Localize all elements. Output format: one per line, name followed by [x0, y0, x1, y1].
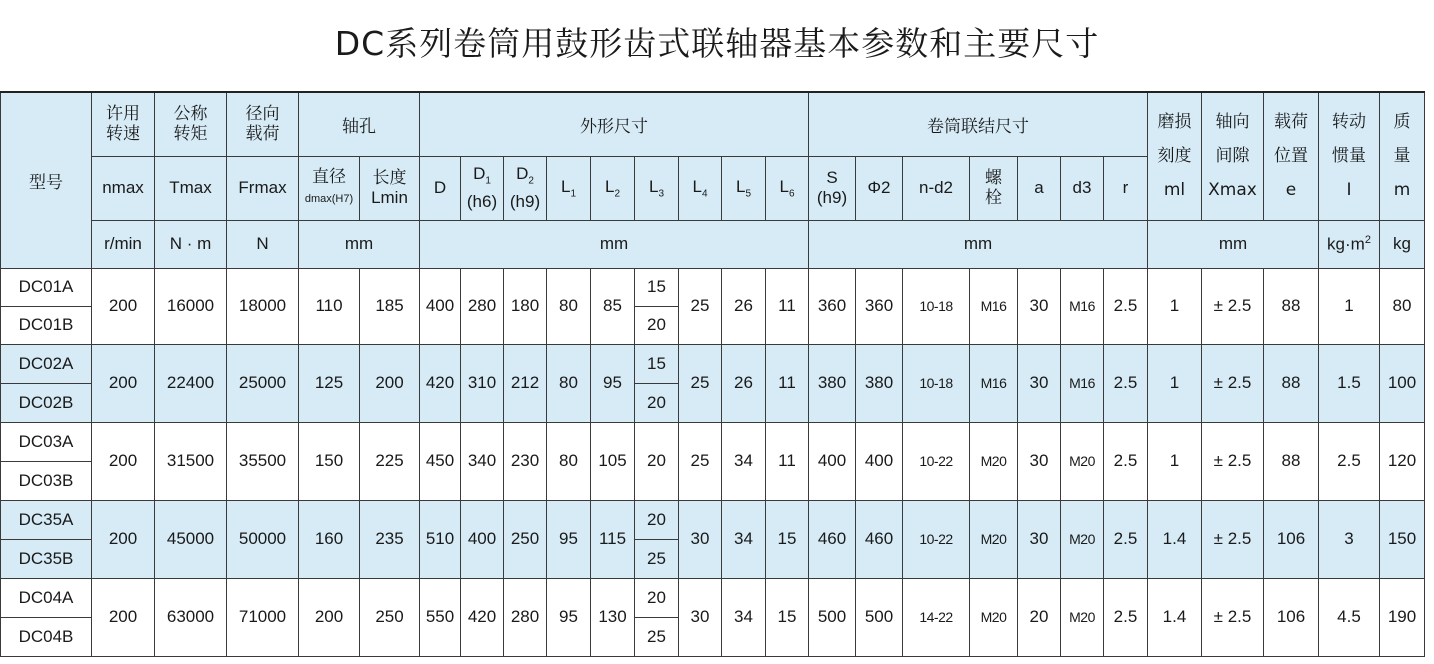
D2-cell: 180: [504, 268, 547, 344]
L4-cell: 25: [679, 268, 722, 344]
length-symbol: Lmin: [371, 188, 408, 207]
D-cell: 550: [420, 578, 461, 656]
L3-cell: 25: [635, 539, 679, 578]
length-cell: 250: [360, 578, 420, 656]
mass-label-1: 质: [1393, 112, 1411, 133]
load-pos-cell: 88: [1264, 422, 1319, 500]
L6-subscript: 6: [788, 188, 795, 200]
diameter-cell: 160: [299, 500, 360, 578]
wear-cell: 1: [1148, 344, 1202, 422]
L1-header: [547, 156, 591, 220]
D1-cell: 340: [461, 422, 504, 500]
L6-cell: 15: [766, 500, 809, 578]
L5-header: [722, 156, 766, 220]
nmax-header: nmax: [92, 156, 155, 220]
a-cell: 20: [1018, 578, 1061, 656]
nd2-cell: 10-18: [903, 268, 970, 344]
model-cell: DC01A: [1, 268, 92, 306]
model-cell: DC02A: [1, 344, 92, 383]
D2-cell: 212: [504, 344, 547, 422]
table-row: [1, 422, 1425, 461]
d3-cell: M20: [1061, 422, 1104, 500]
L5-cell: 34: [722, 578, 766, 656]
inertia-cell: 3: [1319, 500, 1380, 578]
S-symbol: S: [826, 168, 838, 187]
table-row: [1, 268, 1425, 306]
bolt-label-2: 栓: [985, 188, 1002, 208]
a-cell: 30: [1018, 500, 1061, 578]
wear-symbol: ml: [1163, 180, 1186, 201]
D-cell: 450: [420, 422, 461, 500]
frmax-cell: 50000: [227, 500, 299, 578]
unit-inertia: $kg\cdot m^2$: [1319, 220, 1380, 268]
length-cell: 235: [360, 500, 420, 578]
d3-cell: M16: [1061, 268, 1104, 344]
group-drum-header: 卷筒联结尺寸: [809, 92, 1148, 156]
L6-cell: 11: [766, 268, 809, 344]
L3-header: [635, 156, 679, 220]
D2-header: [504, 156, 547, 220]
length-header: [360, 156, 420, 220]
r-cell: 2.5: [1104, 578, 1148, 656]
D2-symbol: D: [516, 164, 529, 184]
D2-cell: 230: [504, 422, 547, 500]
phi2-header: Φ2: [856, 156, 903, 220]
nmax-cell: 200: [92, 578, 155, 656]
unit-wear-mm: mm: [1148, 220, 1319, 268]
tmax-cell: 22400: [155, 344, 227, 422]
col-radial-header: [227, 92, 299, 156]
L2-cell: 85: [591, 268, 635, 344]
inertia-cell: 2.5: [1319, 422, 1380, 500]
wear-cell: 1.4: [1148, 578, 1202, 656]
L4-cell: 25: [679, 422, 722, 500]
units-row: [1, 220, 1425, 268]
S-cell: 380: [809, 344, 856, 422]
page-title: DC系列卷筒用鼓形齿式联轴器基本参数和主要尺寸: [334, 24, 1100, 63]
unit-mass: kg: [1380, 220, 1425, 268]
D1-header: [461, 156, 504, 220]
nmax-cell: 200: [92, 500, 155, 578]
axial-label-1: 轴向: [1215, 112, 1250, 133]
bolt-cell: M20: [970, 578, 1018, 656]
unit-drum-mm: mm: [809, 220, 1148, 268]
nmax-cell: 200: [92, 344, 155, 422]
L3-cell: 25: [635, 617, 679, 656]
L6-cell: 11: [766, 422, 809, 500]
L3-cell: 15: [635, 268, 679, 306]
a-cell: 30: [1018, 344, 1061, 422]
table-row: [1, 344, 1425, 383]
D1-cell: 420: [461, 578, 504, 656]
L1-cell: 80: [547, 344, 591, 422]
L5-cell: 26: [722, 344, 766, 422]
L4-cell: 30: [679, 500, 722, 578]
bolt-cell: M16: [970, 268, 1018, 344]
parameter-table: [0, 91, 1425, 657]
diameter-header: [299, 156, 360, 220]
L6-cell: 15: [766, 578, 809, 656]
axial-cell: ± 2.5: [1202, 500, 1264, 578]
L5-cell: 34: [722, 422, 766, 500]
L6-header: [766, 156, 809, 220]
col-wear-header: [1148, 92, 1202, 220]
table-row: [1, 578, 1425, 617]
r-cell: 2.5: [1104, 422, 1148, 500]
L3-symbol: L: [648, 176, 659, 196]
wear-cell: 1.4: [1148, 500, 1202, 578]
tmax-cell: 45000: [155, 500, 227, 578]
speed-label-2: 转速: [106, 124, 140, 145]
nd2-header: n-d2: [903, 156, 970, 220]
col-inertia-header: [1319, 92, 1380, 220]
tmax-header: Tmax: [155, 156, 227, 220]
inertia-label-2: 惯量: [1332, 146, 1366, 167]
L5-symbol: L: [735, 176, 746, 196]
frmax-cell: 35500: [227, 422, 299, 500]
L1-cell: 80: [547, 268, 591, 344]
phi2-cell: 380: [856, 344, 903, 422]
inertia-cell: 1.5: [1319, 344, 1380, 422]
inertia-cell: 4.5: [1319, 578, 1380, 656]
L4-symbol: L: [692, 176, 702, 196]
diameter-tolerance: dmax(H7): [304, 193, 354, 205]
L1-subscript: 1: [570, 188, 577, 200]
L2-cell: 95: [591, 344, 635, 422]
L2-cell: 115: [591, 500, 635, 578]
col-torque-header: [155, 92, 227, 156]
model-cell: DC04A: [1, 578, 92, 617]
bolt-header: [970, 156, 1018, 220]
a-cell: 30: [1018, 422, 1061, 500]
wear-cell: 1: [1148, 422, 1202, 500]
S-header: [809, 156, 856, 220]
L4-header: [679, 156, 722, 220]
model-cell: DC03B: [1, 461, 92, 500]
D2-subscript: 2: [528, 175, 534, 187]
L2-cell: 105: [591, 422, 635, 500]
L2-header: [591, 156, 635, 220]
L3-cell: 20: [635, 422, 679, 500]
L1-cell: 80: [547, 422, 591, 500]
L3-cell: 15: [635, 344, 679, 383]
group-outline-header: 外形尺寸: [420, 92, 809, 156]
frmax-header: Frmax: [227, 156, 299, 220]
L2-symbol: L: [604, 176, 615, 196]
D2-cell: 280: [504, 578, 547, 656]
unit-speed: r/min: [92, 220, 155, 268]
nd2-cell: 10-22: [903, 422, 970, 500]
axial-label-2: 间隙: [1215, 146, 1250, 167]
L1-cell: 95: [547, 500, 591, 578]
wear-label-1: 磨损: [1157, 112, 1192, 133]
model-cell: DC35B: [1, 539, 92, 578]
mass-cell: 150: [1380, 500, 1425, 578]
L4-cell: 30: [679, 578, 722, 656]
L3-cell: 20: [635, 578, 679, 617]
length-cell: 225: [360, 422, 420, 500]
tmax-cell: 63000: [155, 578, 227, 656]
torque-label-1: 公称: [173, 104, 208, 125]
wear-cell: 1: [1148, 268, 1202, 344]
L5-subscript: 5: [745, 188, 752, 200]
nd2-cell: 10-18: [903, 344, 970, 422]
col-axial-header: [1202, 92, 1264, 220]
L2-cell: 130: [591, 578, 635, 656]
frmax-cell: 25000: [227, 344, 299, 422]
tmax-cell: 31500: [155, 422, 227, 500]
D-cell: 400: [420, 268, 461, 344]
d3-header: d3: [1061, 156, 1104, 220]
L3-cell: 20: [635, 500, 679, 539]
load-label-2: 位置: [1274, 146, 1308, 167]
model-cell: DC04B: [1, 617, 92, 656]
axial-cell: ± 2.5: [1202, 578, 1264, 656]
torque-label-2: 转矩: [173, 124, 208, 145]
L4-subscript: 4: [701, 188, 708, 200]
diameter-label: 直径: [312, 167, 346, 187]
D1-cell: 280: [461, 268, 504, 344]
D-cell: 420: [420, 344, 461, 422]
L2-subscript: 2: [614, 188, 621, 200]
S-cell: 500: [809, 578, 856, 656]
L5-cell: 34: [722, 500, 766, 578]
mass-label-2: 量: [1393, 146, 1411, 167]
axial-symbol: Xmax: [1208, 180, 1257, 201]
load-pos-cell: 88: [1264, 268, 1319, 344]
bolt-cell: M20: [970, 422, 1018, 500]
diameter-cell: 110: [299, 268, 360, 344]
L1-symbol: L: [560, 176, 571, 196]
D2-tolerance: (h9): [509, 191, 541, 211]
model-cell: DC03A: [1, 422, 92, 461]
bolt-label-1: 螺: [985, 168, 1002, 188]
bolt-cell: M16: [970, 344, 1018, 422]
L6-symbol: L: [779, 176, 789, 196]
D1-cell: 400: [461, 500, 504, 578]
D1-subscript: 1: [485, 175, 491, 187]
radial-label-2: 载荷: [245, 124, 280, 145]
mass-cell: 80: [1380, 268, 1425, 344]
model-cell: DC02B: [1, 383, 92, 422]
bolt-cell: M20: [970, 500, 1018, 578]
phi2-cell: 500: [856, 578, 903, 656]
axial-cell: ± 2.5: [1202, 268, 1264, 344]
S-cell: 400: [809, 422, 856, 500]
a-header: a: [1018, 156, 1061, 220]
col-model-header: 型号: [1, 92, 92, 268]
unit-load: N: [227, 220, 299, 268]
diameter-cell: 150: [299, 422, 360, 500]
col-mass-header: [1380, 92, 1425, 220]
r-header: r: [1104, 156, 1148, 220]
col-load-pos-header: [1264, 92, 1319, 220]
D1-tolerance: (h6): [466, 191, 498, 211]
inertia-symbol: I: [1346, 180, 1352, 201]
load-symbol: e: [1285, 180, 1297, 201]
diameter-cell: 125: [299, 344, 360, 422]
nd2-cell: 10-22: [903, 500, 970, 578]
r-cell: 2.5: [1104, 268, 1148, 344]
group-shaft-hole-header: 轴孔: [299, 92, 420, 156]
unit-shaft-mm: mm: [299, 220, 420, 268]
S-tolerance: (h9): [816, 188, 848, 207]
D-cell: 510: [420, 500, 461, 578]
mass-cell: 190: [1380, 578, 1425, 656]
frmax-cell: 18000: [227, 268, 299, 344]
header-row: [1, 92, 1425, 156]
table-row: [1, 500, 1425, 539]
model-cell: DC35A: [1, 500, 92, 539]
L4-cell: 25: [679, 344, 722, 422]
mass-cell: 120: [1380, 422, 1425, 500]
r-cell: 2.5: [1104, 344, 1148, 422]
nd2-cell: 14-22: [903, 578, 970, 656]
load-label-1: 载荷: [1274, 112, 1308, 133]
inertia-label-1: 转动: [1332, 112, 1366, 133]
a-cell: 30: [1018, 268, 1061, 344]
wear-label-2: 刻度: [1157, 146, 1192, 167]
phi2-cell: 460: [856, 500, 903, 578]
L6-cell: 11: [766, 344, 809, 422]
radial-label-1: 径向: [245, 104, 280, 125]
S-cell: 360: [809, 268, 856, 344]
length-cell: 185: [360, 268, 420, 344]
frmax-cell: 71000: [227, 578, 299, 656]
axial-cell: ± 2.5: [1202, 422, 1264, 500]
d3-cell: M20: [1061, 500, 1104, 578]
load-pos-cell: 106: [1264, 578, 1319, 656]
unit-outline-mm: mm: [420, 220, 809, 268]
phi2-cell: 360: [856, 268, 903, 344]
diameter-cell: 200: [299, 578, 360, 656]
r-cell: 2.5: [1104, 500, 1148, 578]
d3-cell: M16: [1061, 344, 1104, 422]
nmax-cell: 200: [92, 268, 155, 344]
model-cell: DC01B: [1, 306, 92, 344]
nmax-cell: 200: [92, 422, 155, 500]
col-speed-header: [92, 92, 155, 156]
mass-cell: 100: [1380, 344, 1425, 422]
D2-cell: 250: [504, 500, 547, 578]
D1-symbol: D: [473, 164, 486, 184]
length-cell: 200: [360, 344, 420, 422]
speed-label-1: 许用: [106, 104, 140, 125]
axial-cell: ± 2.5: [1202, 344, 1264, 422]
unit-torque: N · m: [155, 220, 227, 268]
S-cell: 460: [809, 500, 856, 578]
tmax-cell: 16000: [155, 268, 227, 344]
load-pos-cell: 88: [1264, 344, 1319, 422]
L1-cell: 95: [547, 578, 591, 656]
d3-cell: M20: [1061, 578, 1104, 656]
L5-cell: 26: [722, 268, 766, 344]
D-header: D: [420, 156, 461, 220]
phi2-cell: 400: [856, 422, 903, 500]
D1-cell: 310: [461, 344, 504, 422]
mass-symbol: m: [1393, 180, 1411, 201]
inertia-cell: 1: [1319, 268, 1380, 344]
L3-cell: 20: [635, 306, 679, 344]
L3-cell: 20: [635, 383, 679, 422]
load-pos-cell: 106: [1264, 500, 1319, 578]
L3-subscript: 3: [658, 188, 665, 200]
length-label: 长度: [372, 168, 407, 188]
